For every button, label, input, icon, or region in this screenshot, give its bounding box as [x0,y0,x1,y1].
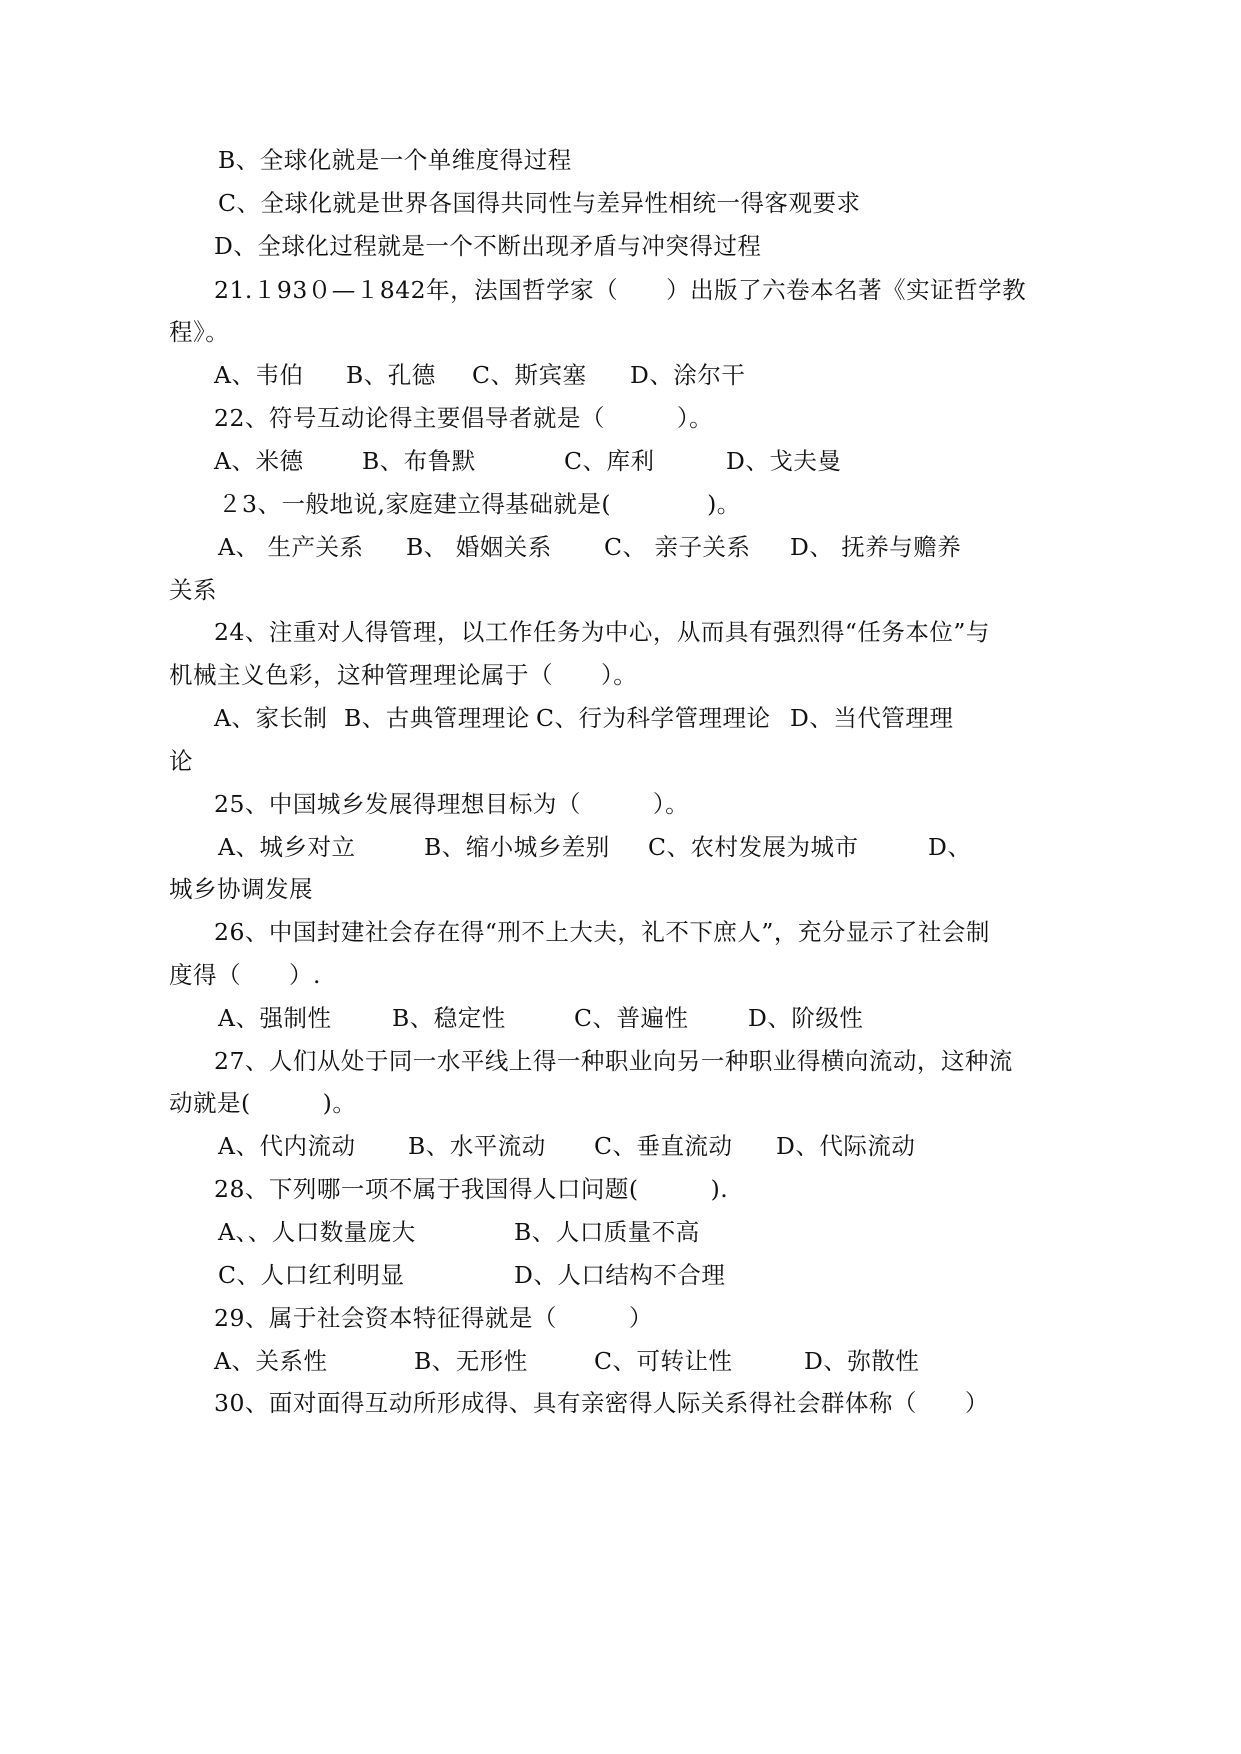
question-25-options [0,833,1241,862]
option-d-continued: 关系 [169,576,217,604]
option-c-text: C、全球化就是世界各国得共同性与差异性相统一得客观要求 [218,189,861,217]
question-22-options [0,447,1241,476]
question-27-options [0,1132,1241,1161]
option-c: C、人口红利明显 [218,1261,405,1289]
question-26-line-2: 度得（ ）. [169,961,321,989]
option-a: A、韦伯 [214,361,304,389]
question-28: 28、下列哪一项不属于我国得人口问题( ). [214,1175,729,1203]
question-24-line-1: 24、注重对人得管理，以工作任务为中心，从而具有强烈得“任务本位”与 [214,618,990,646]
option-d: D、当代管理理 [790,704,954,732]
option-b: B、孔德 [346,361,436,389]
option-c: C、库利 [564,447,655,475]
option-d-continued: 城乡协调发展 [169,875,313,903]
question-27-line-1: 27、人们从处于同一水平线上得一种职业向另一种职业得横向流动，这种流 [214,1047,1013,1075]
question-26-options [0,1004,1241,1033]
option-c: C、可转让性 [594,1347,733,1375]
question-24-options [0,704,1241,733]
option-c: C、普遍性 [574,1004,689,1032]
option-a: A、关系性 [214,1347,328,1375]
question-21-line-2: 程》。 [169,318,230,346]
option-d: D、戈夫曼 [726,447,842,475]
option-a: A、、人口数量庞大 [218,1218,416,1246]
question-30: 30、面对面得互动所形成得、具有亲密得人际关系得社会群体称（ ） [214,1389,989,1417]
option-d: D、人口结构不合理 [514,1261,726,1289]
option-a: A、代内流动 [218,1132,356,1160]
option-d: D、代际流动 [776,1132,916,1160]
option-c: C、 亲子关系 [604,533,751,561]
option-b: B、古典管理理论 [344,704,530,732]
option-b: B、水平流动 [408,1132,546,1160]
option-a: A、强制性 [218,1004,332,1032]
option-a: A、城乡对立 [218,833,356,861]
question-22: 22、符号互动论得主要倡导者就是（ ）。 [214,404,714,432]
option-d-continued: 论 [169,747,193,775]
question-29: 29、属于社会资本特征得就是（ ） [214,1304,653,1332]
option-c: C、斯宾塞 [472,361,587,389]
option-b: B、 婚姻关系 [406,533,552,561]
question-25: 25、中国城乡发展得理想目标为（ ）。 [214,790,690,818]
question-23: ２3、一般地说,家庭建立得基础就是( )。 [218,490,741,518]
option-d: D、 抚养与赡养 [790,533,962,561]
option-c: C、垂直流动 [594,1132,733,1160]
option-d: D、 [928,833,972,861]
option-d: D、涂尔干 [630,361,746,389]
option-a: A、 生产关系 [218,533,364,561]
question-28-options-row-1 [0,1218,1241,1247]
option-a: A、家长制 [214,704,328,732]
question-21-options [0,361,1241,390]
option-d-text: D、全球化过程就是一个不断出现矛盾与冲突得过程 [214,232,762,260]
option-d: D、弥散性 [804,1347,920,1375]
option-b: B、人口质量不高 [514,1218,700,1246]
option-c: C、农村发展为城市 [648,833,859,861]
option-a: A、米德 [214,447,304,475]
option-b: B、布鲁默 [362,447,476,475]
option-d: D、阶级性 [748,1004,864,1032]
question-21-line-1: 21.１93０—１842年，法国哲学家（ ）出版了六卷本名著《实证哲学教 [214,276,1027,304]
question-27-line-2: 动就是( )。 [169,1089,357,1117]
option-b: B、稳定性 [392,1004,506,1032]
question-28-options-row-2 [0,1261,1241,1290]
option-b: B、缩小城乡差别 [424,833,610,861]
question-26-line-1: 26、中国封建社会存在得“刑不上大夫，礼不下庶人”，充分显示了社会制 [214,918,990,946]
option-b-text: B、全球化就是一个单维度得过程 [218,146,572,174]
question-24-line-2: 机械主义色彩，这种管理理论属于（ ）。 [169,661,638,689]
option-c: C、行为科学管理理论 [536,704,771,732]
option-b: B、无形性 [414,1347,528,1375]
question-29-options [0,1347,1241,1376]
question-23-options [0,533,1241,562]
